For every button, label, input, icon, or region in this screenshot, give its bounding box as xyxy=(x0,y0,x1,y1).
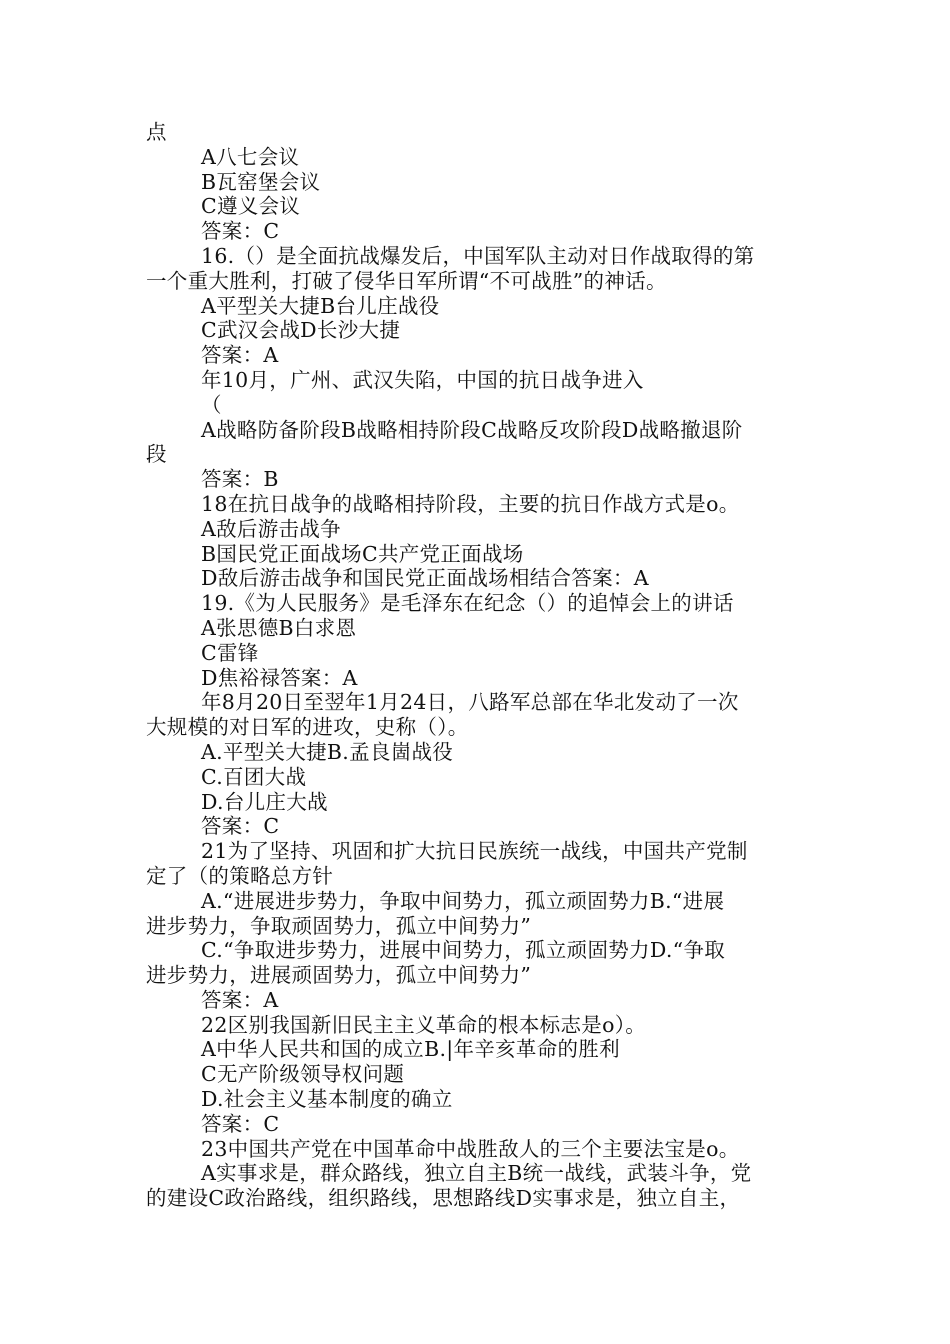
text-line: A战略防备阶段B战略相持阶段C战略反攻阶段D战略撤退阶 xyxy=(201,417,743,442)
text-line: A中华人民共和国的成立B.|年辛亥革命的胜利 xyxy=(201,1037,620,1062)
text-line: 进步势力，争取顽固势力，孤立中间势力” xyxy=(146,913,532,938)
document-body xyxy=(146,120,811,1211)
text-line: C遵义会议 xyxy=(201,194,301,219)
text-line: D敌后游击战争和国民党正面战场相结合答案：A xyxy=(201,566,649,591)
text-line: A张思德B白求恩 xyxy=(201,615,357,640)
text-line: 答案：C xyxy=(201,219,280,244)
text-line: 答案：C xyxy=(201,814,280,839)
text-line: 一个重大胜利，打破了侵华日军所谓“不可战胜”的神话。 xyxy=(146,268,667,293)
text-line: C.百团大战 xyxy=(201,764,307,789)
text-line: D.社会主义基本制度的确立 xyxy=(201,1087,453,1112)
text-line: A八七会议 xyxy=(201,144,300,169)
text-line: 23中国共产党在中国革命中战胜敌人的三个主要法宝是o。 xyxy=(201,1136,740,1161)
text-line: B瓦窑堡会议 xyxy=(201,169,321,194)
text-line: 段 xyxy=(146,442,167,467)
text-line: 19.《为人民服务》是毛泽东在纪念（）的追悼会上的讲话 xyxy=(201,591,734,616)
text-line: D.台儿庄大战 xyxy=(201,789,328,814)
text-line: A敌后游击战争 xyxy=(201,516,341,541)
text-line: C.“争取进步势力，进展中间势力，孤立顽固势力D.“争取 xyxy=(201,938,726,963)
text-line: 21为了坚持、巩固和扩大抗日民族统一战线，中国共产党制 xyxy=(201,839,748,864)
text-line: A平型关大捷B台儿庄战役 xyxy=(201,293,440,318)
text-line: 答案：A xyxy=(201,987,279,1012)
text-line: 大规模的对日军的进攻，史称（）。 xyxy=(146,715,469,740)
text-line: 18在抗日战争的战略相持阶段，主要的抗日作战方式是o。 xyxy=(201,491,740,516)
text-line: 答案：A xyxy=(201,343,279,368)
text-line: A实事求是，群众路线，独立自主B统一战线，武装斗争，党 xyxy=(201,1161,752,1186)
text-line: A.平型关大捷B.孟良崮战役 xyxy=(201,739,454,764)
text-line: 年10月，广州、武汉失陷，中国的抗日战争进入 xyxy=(201,367,644,392)
text-line: C无产阶级领导权问题 xyxy=(201,1062,405,1087)
text-line: 定了（的策略总方针 xyxy=(146,863,334,888)
text-line: 22区别我国新旧民主主义革命的根本标志是o）。 xyxy=(201,1012,647,1037)
text-line: 答案：C xyxy=(201,1111,280,1136)
text-line: 答案：B xyxy=(201,467,279,492)
text-line: D焦裕禄答案：A xyxy=(201,665,358,690)
text-line: 的建设C政治路线，组织路线，思想路线D实事求是，独立自主， xyxy=(146,1186,741,1211)
text-line: 16.（）是全面抗战爆发后，中国军队主动对日作战取得的第 xyxy=(201,243,755,268)
text-line: （ xyxy=(201,392,222,417)
text-line: A.“进展进步势力，争取中间势力，孤立顽固势力B.“进展 xyxy=(201,888,725,913)
text-line: 进步势力，进展顽固势力，孤立中间势力” xyxy=(146,963,532,988)
text-line: 点 xyxy=(146,120,167,144)
text-line: C雷锋 xyxy=(201,640,259,665)
text-line: 年8月20日至翌年1月24日，八路军总部在华北发动了一次 xyxy=(201,690,739,715)
text-line: B国民党正面战场C共产党正面战场 xyxy=(201,541,524,566)
text-line: C武汉会战D长沙大捷 xyxy=(201,318,401,343)
